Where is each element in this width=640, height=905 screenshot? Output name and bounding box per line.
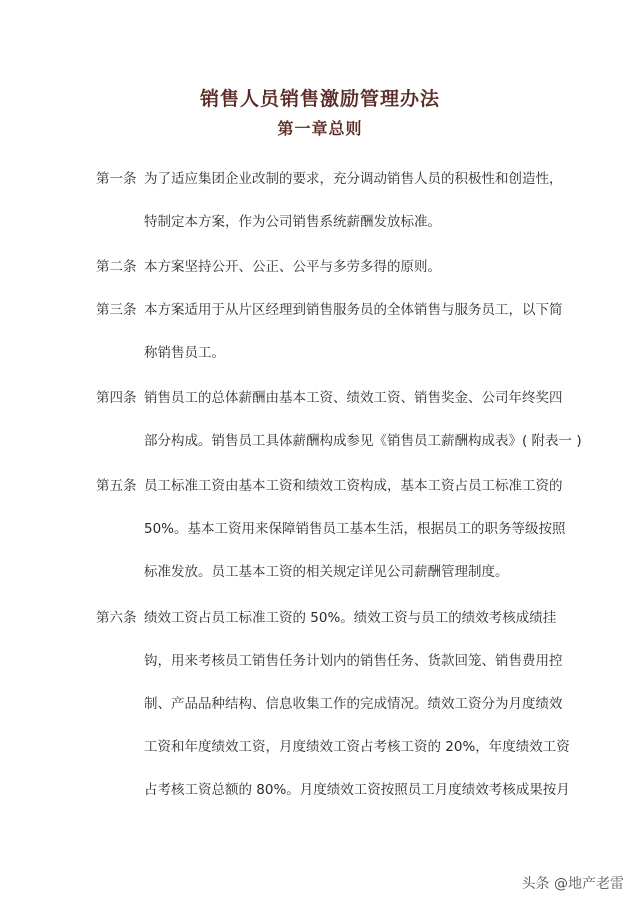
article-label: 第四条: [96, 390, 137, 406]
article-text-line: 员工标准工资由基本工资和绩效工资构成，基本工资占员工标准工资的: [144, 478, 563, 494]
article-text-line: 为了适应集团企业改制的要求，充分调动销售人员的积极性和创造性，: [144, 171, 563, 187]
article-text-line: 部分构成。销售员工具体薪酬构成参见《销售员工薪酬构成表》( 附表一 ): [144, 433, 582, 449]
article-text-line: 钩，用来考核员工销售任务计划内的销售任务、货款回笼、销售费用控: [144, 653, 563, 669]
article-1: [96, 168, 576, 233]
article-text-line: 占考核工资总额的 80%。月度绩效工资按照员工月度绩效考核成果按月: [144, 782, 570, 798]
article-2: [96, 256, 576, 278]
watermark: 头条 @地产老雷: [521, 876, 624, 892]
article-4: [96, 387, 582, 452]
article-label: 第一条: [96, 171, 137, 187]
article-text-line: 本方案坚持公开、公正、公平与多劳多得的原则。: [144, 259, 441, 275]
article-text-line: 特制定本方案，作为公司销售系统薪酬发放标准。: [144, 214, 441, 230]
article-label: 第二条: [96, 259, 137, 275]
article-text-line: 工资和年度绩效工资，月度绩效工资占考核工资的 20%，年度绩效工资: [144, 739, 570, 755]
article-6: [96, 607, 576, 801]
article-text-line: 制、产品品种结构、信息收集工作的完成情况。绩效工资分为月度绩效: [144, 696, 563, 712]
article-label: 第三条: [96, 302, 137, 318]
document-title: 销售人员销售激励管理办法: [199, 88, 440, 110]
article-text-line: 标准发放。员工基本工资的相关规定详见公司薪酬管理制度。: [144, 564, 509, 580]
article-text-line: 绩效工资占员工标准工资的 50%。绩效工资与员工的绩效考核成绩挂: [144, 610, 557, 626]
article-text-line: 销售员工的总体薪酬由基本工资、绩效工资、销售奖金、公司年终奖四: [144, 390, 563, 406]
article-text-line: 本方案适用于从片区经理到销售服务员的全体销售与服务员工，以下简: [144, 302, 563, 318]
article-5: [96, 475, 576, 583]
article-label: 第六条: [96, 610, 137, 626]
article-text-line: 称销售员工。: [144, 345, 225, 361]
article-text-line: 50%。基本工资用来保障销售员工基本生活，根据员工的职务等级按照: [144, 521, 566, 537]
article-3: [96, 299, 576, 364]
chapter-heading: 第一章总则: [277, 119, 363, 138]
article-label: 第五条: [96, 478, 137, 494]
